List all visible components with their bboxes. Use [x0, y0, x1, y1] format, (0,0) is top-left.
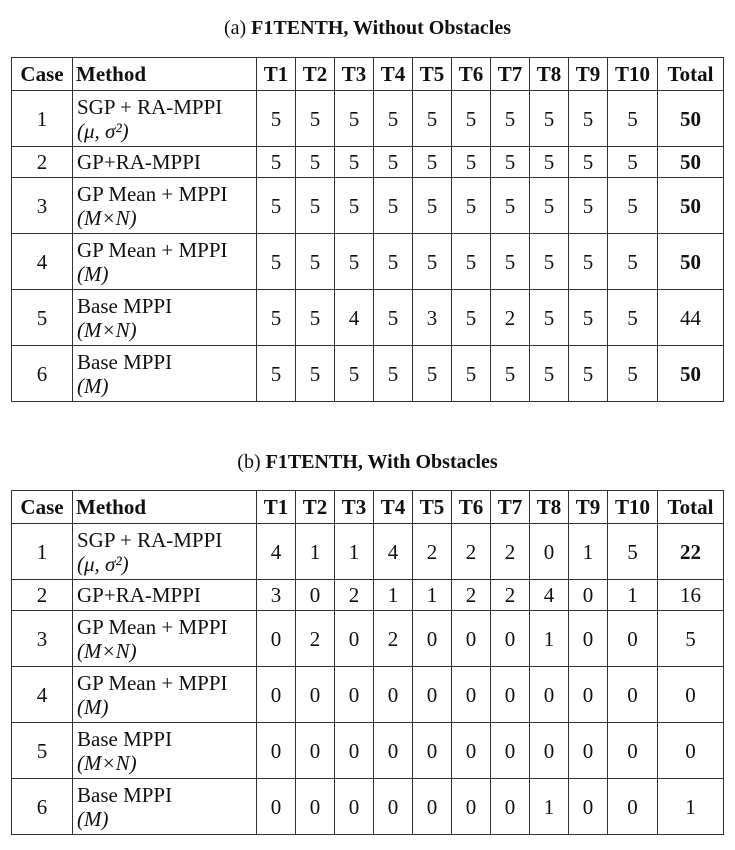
column-header: Total — [658, 58, 724, 91]
trial-value-cell: 5 — [452, 91, 491, 147]
case-cell: 1 — [12, 524, 73, 580]
total-cell: 50 — [658, 178, 724, 234]
trial-value-cell: 0 — [335, 779, 374, 835]
trial-value-cell: 2 — [491, 524, 530, 580]
trial-value-cell: 5 — [491, 147, 530, 178]
total-cell: 50 — [658, 147, 724, 178]
table-row — [12, 234, 724, 290]
column-header: Total — [658, 491, 724, 524]
trial-value-cell: 5 — [257, 178, 296, 234]
total-cell: 50 — [658, 346, 724, 402]
trial-value-cell: 5 — [413, 91, 452, 147]
trial-value-cell: 4 — [257, 524, 296, 580]
column-header: T7 — [491, 491, 530, 524]
method-variant: (μ, σ²) — [77, 551, 129, 576]
trial-value-cell: 5 — [452, 290, 491, 346]
trial-value-cell: 0 — [491, 611, 530, 667]
method-cell — [73, 779, 257, 835]
trial-value-cell: 0 — [296, 779, 335, 835]
trial-value-cell: 0 — [413, 611, 452, 667]
trial-value-cell: 5 — [335, 147, 374, 178]
trial-value-cell: 0 — [452, 611, 491, 667]
trial-value-cell: 2 — [413, 524, 452, 580]
total-cell: 0 — [658, 723, 724, 779]
trial-value-cell: 5 — [608, 234, 658, 290]
method-cell — [73, 346, 257, 402]
trial-value-cell: 5 — [608, 346, 658, 402]
trial-value-cell: 5 — [257, 91, 296, 147]
case-cell: 5 — [12, 723, 73, 779]
total-cell: 5 — [658, 611, 724, 667]
trial-value-cell: 5 — [335, 178, 374, 234]
table-row — [12, 779, 724, 835]
trial-value-cell: 0 — [608, 723, 658, 779]
trial-value-cell: 5 — [530, 290, 569, 346]
column-header: T4 — [374, 58, 413, 91]
table-row — [12, 346, 724, 402]
method-variant: (M×N) — [77, 205, 137, 230]
column-header: T3 — [335, 58, 374, 91]
trial-value-cell: 5 — [569, 234, 608, 290]
trial-value-cell: 5 — [530, 234, 569, 290]
method-variant: (M×N) — [77, 750, 137, 775]
trial-value-cell: 5 — [608, 178, 658, 234]
trial-value-cell: 5 — [530, 91, 569, 147]
trial-value-cell: 5 — [452, 147, 491, 178]
trial-value-cell: 2 — [335, 580, 374, 611]
trial-value-cell: 0 — [608, 779, 658, 835]
method-variant: (μ, σ²) — [77, 118, 129, 143]
column-header: T8 — [530, 58, 569, 91]
case-cell: 4 — [12, 667, 73, 723]
trial-value-cell: 5 — [296, 178, 335, 234]
trial-value-cell: 5 — [608, 290, 658, 346]
total-cell: 44 — [658, 290, 724, 346]
trial-value-cell: 1 — [374, 580, 413, 611]
total-cell: 1 — [658, 779, 724, 835]
method-variant: (M×N) — [77, 317, 137, 342]
trial-value-cell: 0 — [374, 779, 413, 835]
method-variant: (M) — [77, 694, 109, 719]
trial-value-cell: 2 — [491, 290, 530, 346]
trial-value-cell: 5 — [374, 91, 413, 147]
trial-value-cell: 5 — [491, 234, 530, 290]
case-cell: 6 — [12, 346, 73, 402]
method-variant: (M) — [77, 806, 109, 831]
case-cell: 6 — [12, 779, 73, 835]
trial-value-cell: 2 — [452, 524, 491, 580]
trial-value-cell: 0 — [374, 667, 413, 723]
case-cell: 2 — [12, 147, 73, 178]
trial-value-cell: 5 — [491, 346, 530, 402]
method-name: SGP + RA-MPPI — [77, 94, 223, 119]
trial-value-cell: 0 — [569, 667, 608, 723]
trial-value-cell: 0 — [257, 779, 296, 835]
column-header: T2 — [296, 58, 335, 91]
trial-value-cell: 5 — [374, 178, 413, 234]
trial-value-cell: 0 — [452, 779, 491, 835]
trial-value-cell: 2 — [491, 580, 530, 611]
trial-value-cell: 5 — [530, 147, 569, 178]
case-cell: 3 — [12, 611, 73, 667]
total-cell: 22 — [658, 524, 724, 580]
trial-value-cell: 0 — [296, 667, 335, 723]
method-name: GP+RA-MPPI — [77, 150, 201, 174]
trial-value-cell: 0 — [257, 611, 296, 667]
trial-value-cell: 5 — [335, 91, 374, 147]
results-table-without-obstacles — [11, 57, 724, 402]
trial-value-cell: 5 — [413, 234, 452, 290]
trial-value-cell: 5 — [296, 91, 335, 147]
trial-value-cell: 5 — [569, 178, 608, 234]
trial-value-cell: 0 — [452, 667, 491, 723]
trial-value-cell: 1 — [296, 524, 335, 580]
trial-value-cell: 1 — [569, 524, 608, 580]
trial-value-cell: 5 — [413, 178, 452, 234]
trial-value-cell: 1 — [530, 779, 569, 835]
trial-value-cell: 5 — [296, 290, 335, 346]
column-header: T1 — [257, 491, 296, 524]
trial-value-cell: 0 — [530, 723, 569, 779]
table-b-caption — [0, 450, 735, 474]
column-header: T9 — [569, 491, 608, 524]
table-row — [12, 611, 724, 667]
trial-value-cell: 0 — [491, 667, 530, 723]
method-name: Base MPPI — [77, 349, 173, 374]
trial-value-cell: 5 — [413, 147, 452, 178]
method-cell — [73, 178, 257, 234]
trial-value-cell: 1 — [335, 524, 374, 580]
case-cell: 1 — [12, 91, 73, 147]
trial-value-cell: 0 — [335, 667, 374, 723]
trial-value-cell: 0 — [530, 667, 569, 723]
trial-value-cell: 5 — [374, 147, 413, 178]
column-header: T3 — [335, 491, 374, 524]
trial-value-cell: 0 — [296, 723, 335, 779]
case-cell: 3 — [12, 178, 73, 234]
trial-value-cell: 5 — [608, 91, 658, 147]
trial-value-cell: 5 — [413, 346, 452, 402]
trial-value-cell: 5 — [296, 234, 335, 290]
trial-value-cell: 5 — [452, 178, 491, 234]
trial-value-cell: 0 — [569, 611, 608, 667]
trial-value-cell: 5 — [452, 346, 491, 402]
trial-value-cell: 5 — [452, 234, 491, 290]
trial-value-cell: 5 — [335, 234, 374, 290]
trial-value-cell: 0 — [257, 723, 296, 779]
trial-value-cell: 5 — [296, 346, 335, 402]
column-header: T2 — [296, 491, 335, 524]
caption-prefix: (a) — [223, 17, 252, 39]
method-cell — [73, 91, 257, 147]
trial-value-cell: 2 — [452, 580, 491, 611]
method-cell — [73, 524, 257, 580]
total-cell: 50 — [658, 234, 724, 290]
results-table-with-obstacles — [11, 490, 724, 835]
column-header: T4 — [374, 491, 413, 524]
trial-value-cell: 5 — [257, 234, 296, 290]
column-header: Case — [12, 58, 73, 91]
column-header: Case — [12, 491, 73, 524]
trial-value-cell: 0 — [569, 580, 608, 611]
method-variant: (M) — [77, 261, 109, 286]
trial-value-cell: 5 — [491, 178, 530, 234]
trial-value-cell: 0 — [608, 611, 658, 667]
trial-value-cell: 5 — [608, 147, 658, 178]
method-cell — [73, 147, 257, 178]
trial-value-cell: 2 — [296, 611, 335, 667]
case-cell: 5 — [12, 290, 73, 346]
method-cell — [73, 611, 257, 667]
method-cell — [73, 234, 257, 290]
caption-prefix: (b) — [237, 451, 266, 473]
trial-value-cell: 3 — [257, 580, 296, 611]
trial-value-cell: 0 — [413, 667, 452, 723]
method-cell — [73, 667, 257, 723]
column-header: T6 — [452, 491, 491, 524]
trial-value-cell: 1 — [608, 580, 658, 611]
trial-value-cell: 0 — [608, 667, 658, 723]
trial-value-cell: 1 — [413, 580, 452, 611]
trial-value-cell: 1 — [530, 611, 569, 667]
column-header: T8 — [530, 491, 569, 524]
table-row — [12, 723, 724, 779]
method-variant: (M×N) — [77, 638, 137, 663]
trial-value-cell: 0 — [452, 723, 491, 779]
trial-value-cell: 5 — [569, 346, 608, 402]
trial-value-cell: 5 — [569, 91, 608, 147]
trial-value-cell: 4 — [530, 580, 569, 611]
total-cell: 50 — [658, 91, 724, 147]
trial-value-cell: 0 — [374, 723, 413, 779]
trial-value-cell: 5 — [530, 346, 569, 402]
total-cell: 0 — [658, 667, 724, 723]
method-name: GP Mean + MPPI — [77, 670, 228, 695]
trial-value-cell: 2 — [374, 611, 413, 667]
trial-value-cell: 0 — [413, 779, 452, 835]
table-a-caption — [0, 16, 735, 40]
method-name: Base MPPI — [77, 726, 173, 751]
caption-title: F1TENTH, Without Obstacles — [251, 17, 512, 39]
method-name: GP Mean + MPPI — [77, 614, 228, 639]
trial-value-cell: 5 — [374, 346, 413, 402]
method-name: GP Mean + MPPI — [77, 237, 228, 262]
case-cell: 4 — [12, 234, 73, 290]
total-cell: 16 — [658, 580, 724, 611]
column-header: T6 — [452, 58, 491, 91]
column-header: T10 — [608, 491, 658, 524]
header-row — [12, 58, 724, 91]
trial-value-cell: 5 — [569, 290, 608, 346]
column-header: T10 — [608, 58, 658, 91]
trial-value-cell: 0 — [335, 611, 374, 667]
column-header: T9 — [569, 58, 608, 91]
table-row — [12, 147, 724, 178]
caption-title: F1TENTH, With Obstacles — [265, 451, 498, 473]
trial-value-cell: 0 — [530, 524, 569, 580]
table-row — [12, 580, 724, 611]
trial-value-cell: 5 — [335, 346, 374, 402]
table-row — [12, 290, 724, 346]
trial-value-cell: 3 — [413, 290, 452, 346]
trial-value-cell: 5 — [257, 147, 296, 178]
trial-value-cell: 5 — [374, 290, 413, 346]
trial-value-cell: 0 — [569, 723, 608, 779]
trial-value-cell: 5 — [257, 290, 296, 346]
method-cell — [73, 290, 257, 346]
trial-value-cell: 0 — [335, 723, 374, 779]
header-row — [12, 491, 724, 524]
case-cell: 2 — [12, 580, 73, 611]
table-row — [12, 667, 724, 723]
table-row — [12, 524, 724, 580]
method-cell — [73, 723, 257, 779]
method-variant: (M) — [77, 373, 109, 398]
column-header: Method — [73, 58, 257, 91]
trial-value-cell: 0 — [257, 667, 296, 723]
trial-value-cell: 5 — [257, 346, 296, 402]
trial-value-cell: 0 — [491, 723, 530, 779]
method-name: GP+RA-MPPI — [77, 583, 201, 607]
column-header: T7 — [491, 58, 530, 91]
trial-value-cell: 0 — [569, 779, 608, 835]
trial-value-cell: 5 — [491, 91, 530, 147]
column-header: T5 — [413, 491, 452, 524]
trial-value-cell: 4 — [374, 524, 413, 580]
column-header: Method — [73, 491, 257, 524]
table-row — [12, 178, 724, 234]
trial-value-cell: 5 — [374, 234, 413, 290]
trial-value-cell: 5 — [296, 147, 335, 178]
method-name: Base MPPI — [77, 782, 173, 807]
column-header: T5 — [413, 58, 452, 91]
trial-value-cell: 4 — [335, 290, 374, 346]
trial-value-cell: 5 — [530, 178, 569, 234]
table-row — [12, 91, 724, 147]
trial-value-cell: 0 — [491, 779, 530, 835]
trial-value-cell: 0 — [413, 723, 452, 779]
trial-value-cell: 0 — [296, 580, 335, 611]
method-name: Base MPPI — [77, 293, 173, 318]
column-header: T1 — [257, 58, 296, 91]
trial-value-cell: 5 — [608, 524, 658, 580]
method-cell — [73, 580, 257, 611]
method-name: GP Mean + MPPI — [77, 181, 228, 206]
trial-value-cell: 5 — [569, 147, 608, 178]
method-name: SGP + RA-MPPI — [77, 527, 223, 552]
